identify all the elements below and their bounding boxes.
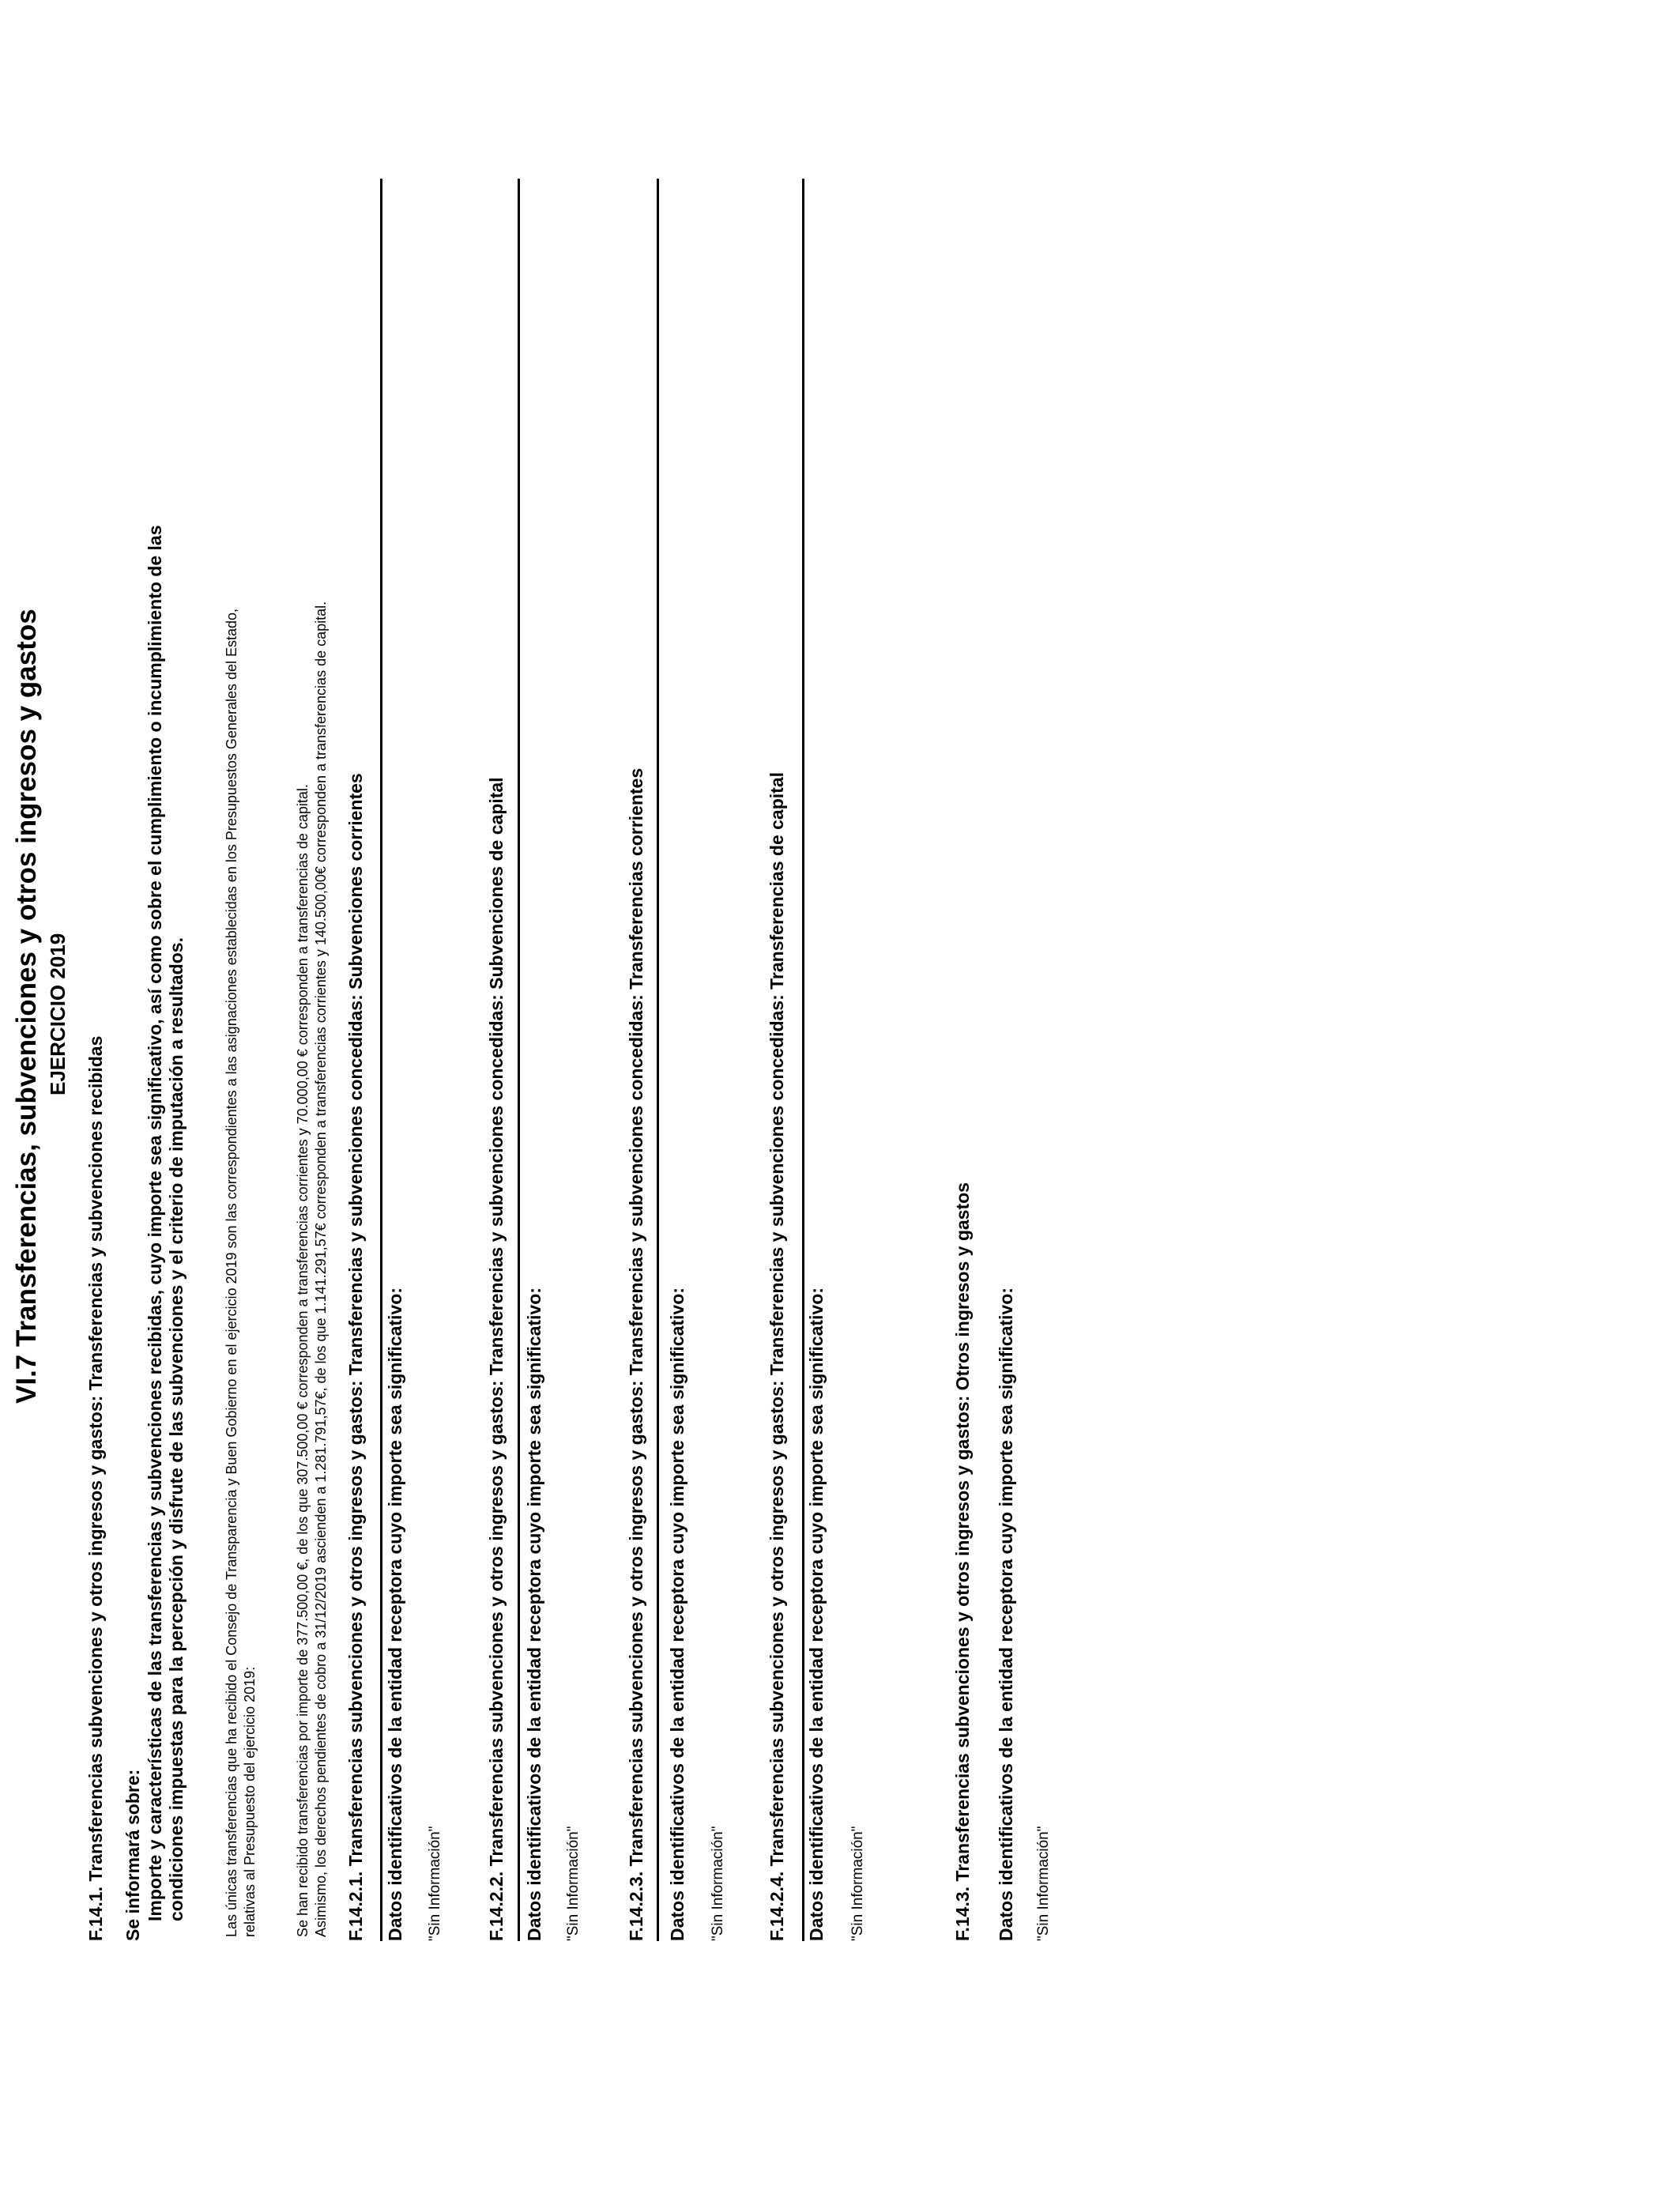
f14222-heading: F.14.2.2. Transferencias subvenciones y otros ingresos y gastos: Transferencias y subvenciones concedidas: Subvenciones de capital	[486, 777, 507, 1941]
f1411-informara: Se informará sobre:	[122, 1769, 143, 1941]
f14224-value: "Sin Información"	[849, 1826, 866, 1941]
f14223-value: "Sin Información"	[710, 1826, 726, 1941]
f1411-paragraph1-line2: relativas al Presupuesto del ejercicio 2019:	[242, 1666, 258, 1937]
f1411-paragraph2-line1: Se han recibido transferencias por importe de 377.500,00 €, de los que 307.500,00 € corresponden a transferencias corrientes y 70.000,00 € corresponden a transferencias de capital.	[295, 784, 311, 1937]
page-title: VI.7 Transferencias, subvenciones y otros ingresos y gastos	[11, 609, 42, 1404]
f14221-heading: F.14.2.1. Transferencias subvenciones y otros ingresos y gastos: Transferencias y subvenciones concedidas: Subvenciones corrientes	[345, 773, 366, 1941]
f14223-label: Datos identificativos de la entidad receptora cuyo importe sea significativo:	[667, 1287, 687, 1941]
f14224-heading: F.14.2.4. Transferencias subvenciones y otros ingresos y gastos: Transferencias y subvenciones concedidas: Transferencias de capital	[767, 771, 787, 1941]
f143-value: "Sin Información"	[1035, 1826, 1052, 1941]
f14222-label: Datos identificativos de la entidad receptora cuyo importe sea significativo:	[524, 1287, 544, 1941]
f14221-label: Datos identificativos de la entidad receptora cuyo importe sea significativo:	[385, 1287, 405, 1941]
f14222-value: "Sin Información"	[565, 1826, 582, 1941]
f143-heading: F.14.3. Transferencias subvenciones y otros ingresos y gastos: Otros ingresos y gastos	[952, 1182, 973, 1941]
f14221-value: "Sin Información"	[427, 1826, 443, 1941]
f1411-line1: Importe y características de las transferencias y subvenciones recibidas, cuyo importe sea significativo, así como sobre el cumplimiento o incumplimiento de las	[145, 525, 165, 1921]
fiscal-year: EJERCICIO 2019	[46, 933, 70, 1095]
f14222-top-rule	[518, 179, 520, 1941]
f14223-top-rule	[657, 179, 659, 1941]
f14224-label: Datos identificativos de la entidad receptora cuyo importe sea significativo:	[806, 1287, 827, 1941]
f1411-heading: F.14.1. Transferencias subvenciones y otros ingresos y gastos: Transferencias y subvenciones recibidas	[85, 1035, 106, 1941]
f14221-top-rule	[380, 179, 382, 1941]
f1411-paragraph2-line2: Asimismo, los derechos pendientes de cobro a 31/12/2019 ascienden a 1.281.791,57€, de los que 1.141.291,57€ corresponden a transferencias corrientes y 140.500,00€ corresponden a transferencias de capital.	[313, 601, 329, 1937]
f1411-paragraph1-line1: Las únicas transferencias que ha recibido el Consejo de Transparencia y Buen Gobierno en el ejercicio 2019 son las correspondientes a las asignaciones establecidas en los Presupuestos Generales del Estado,	[224, 608, 239, 1937]
f1411-line2: condiciones impuestas para la percepción y disfrute de las subvenciones y el criterio de imputación a resultados.	[166, 937, 186, 1921]
f14224-top-rule	[802, 179, 804, 1941]
f143-label: Datos identificativos de la entidad receptora cuyo importe sea significativo:	[996, 1287, 1016, 1941]
f14223-heading: F.14.2.3. Transferencias subvenciones y otros ingresos y gastos: Transferencias y subvenciones concedidas: Transferencias corrientes	[626, 767, 646, 1941]
